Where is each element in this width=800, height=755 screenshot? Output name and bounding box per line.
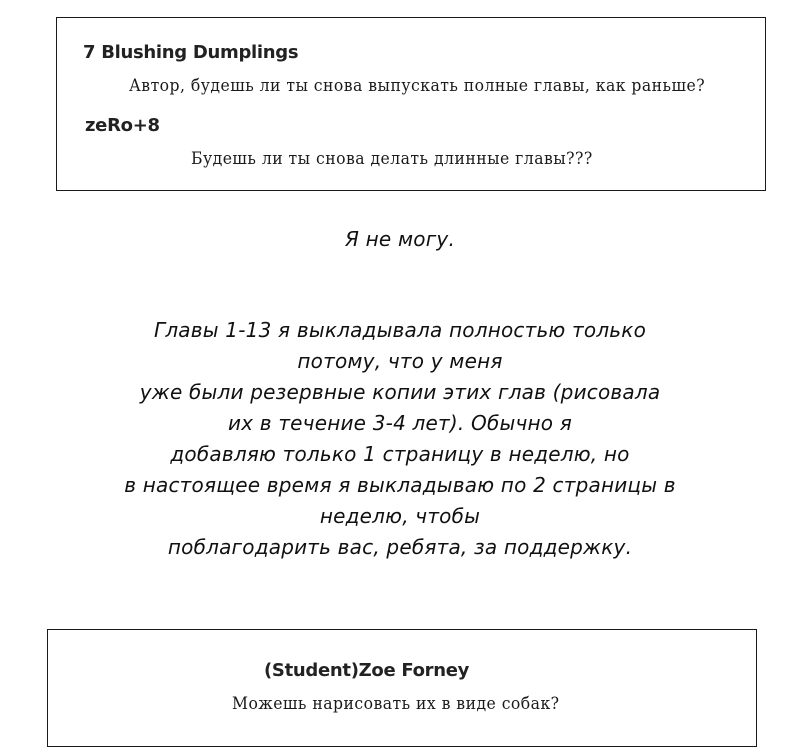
comment-box-top: [56, 17, 766, 191]
comment-username: (Student)Zoe Forney: [264, 660, 470, 681]
reply-line: добавляю только 1 страницу в неделю, но: [170, 442, 630, 466]
reply-line: их в течение 3-4 лет). Обычно я: [227, 411, 572, 435]
comment-text: Будешь ли ты снова делать длинные главы???: [191, 149, 593, 169]
comment-username: 7 Blushing Dumplings: [83, 42, 299, 63]
comment-text: Можешь нарисовать их в виде собак?: [232, 694, 560, 714]
author-reply-short: Я не могу.: [344, 227, 456, 251]
comment-box-bottom: [47, 629, 757, 747]
comment-text: Автор, будешь ли ты снова выпускать полные главы, как раньше?: [129, 76, 706, 96]
reply-line: уже были резервные копии этих глав (рисовала: [139, 380, 661, 404]
reply-line: Главы 1-13 я выкладывала полностью только: [153, 318, 647, 342]
reply-line: неделю, чтобы: [319, 504, 481, 528]
reply-line: потому, что у меня: [297, 349, 503, 373]
author-reply-paragraph: [0, 315, 800, 563]
reply-line: поблагодарить вас, ребята, за поддержку.: [167, 535, 633, 559]
reply-line: в настоящее время я выкладываю по 2 страницы в: [124, 473, 676, 497]
comment-username: zeRo+8: [85, 115, 160, 136]
